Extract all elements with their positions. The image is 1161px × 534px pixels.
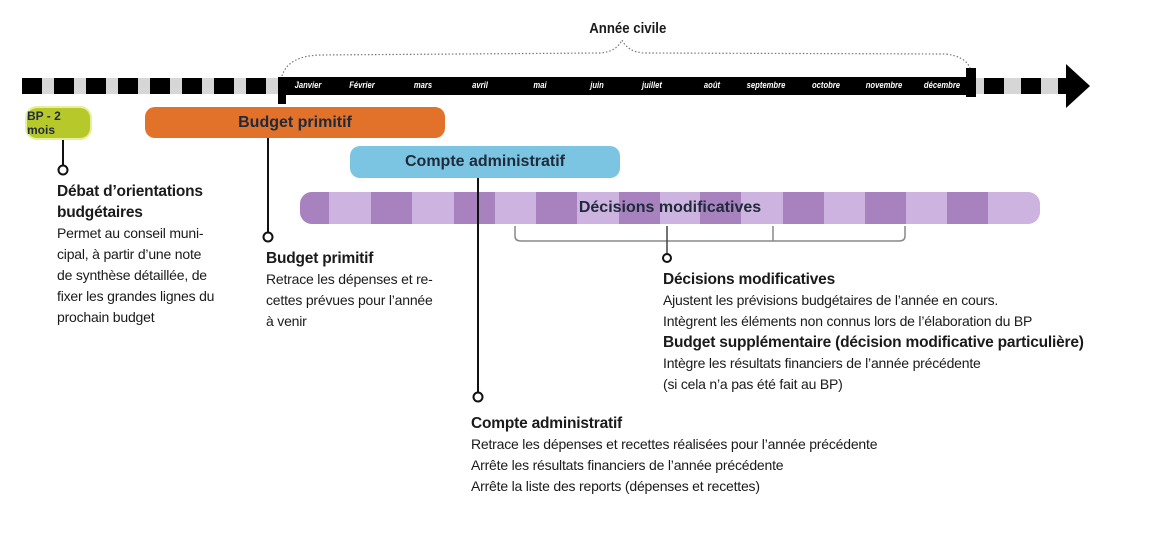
month-label: octobre xyxy=(811,80,841,90)
decisions-title: Décisions modificatives xyxy=(663,271,835,288)
axis-dash xyxy=(246,78,266,94)
axis-dash xyxy=(118,78,138,94)
decisions-marker xyxy=(663,254,671,262)
debat-marker xyxy=(59,166,68,175)
decisions-subline: (si cela n’a pas été fait au BP) xyxy=(663,376,843,392)
axis-dash xyxy=(150,78,170,94)
decisions-bar-segment xyxy=(288,192,329,224)
compte-note xyxy=(471,413,877,497)
year-start-marker xyxy=(278,90,286,104)
decisions-bar-segment xyxy=(947,192,988,224)
budget-primitif-line: à venir xyxy=(266,313,307,329)
month-label: mars xyxy=(413,80,433,90)
budget-primitif-line: Retrace les dépenses et re- xyxy=(266,271,433,287)
month-label: juin xyxy=(590,80,604,90)
decisions-line: Intègrent les éléments non connus lors de l’élaboration du BP xyxy=(663,313,1033,329)
month-label: Février xyxy=(349,80,375,90)
axis-dash xyxy=(54,78,74,94)
budget-primitif-note xyxy=(266,248,433,332)
axis-dash xyxy=(182,78,202,94)
month-label: novembre xyxy=(865,80,903,90)
budget-primitif-line: cettes prévues pour l’année xyxy=(266,292,433,308)
compte-line: Arrête la liste des reports (dépenses et recettes) xyxy=(471,478,760,494)
debat-title-1: Débat d’orientations xyxy=(57,183,203,200)
month-label: mai xyxy=(533,80,547,90)
compte-line: Retrace les dépenses et recettes réalisées pour l’année précédente xyxy=(471,436,878,452)
month-label: août xyxy=(703,80,721,90)
decisions-note xyxy=(663,269,1084,395)
debat-note xyxy=(57,181,214,328)
budget-primitif-pill: Budget primitif xyxy=(145,107,445,138)
axis-dash xyxy=(22,78,42,94)
debat-title-2: budgétaires xyxy=(57,204,143,221)
debat-line: prochain budget xyxy=(57,309,155,325)
calendar-year-brace xyxy=(282,40,970,76)
compte-administratif-pill: Compte administratif xyxy=(350,146,620,178)
compte-title: Compte administratif xyxy=(471,415,623,432)
compte-line: Arrête les résultats financiers de l’année précédente xyxy=(471,457,784,473)
decisions-bar-segment xyxy=(371,192,412,224)
decisions-modificatives-label: Décisions modificatives xyxy=(578,199,762,216)
budget-primitif-marker xyxy=(264,233,273,242)
debat-line: cipal, à partir d’une note xyxy=(57,246,202,262)
compte-administratif-marker xyxy=(474,393,483,402)
debat-line: Permet au conseil muni- xyxy=(57,225,204,241)
month-label: avril xyxy=(472,80,488,90)
month-label: septembre xyxy=(746,80,786,90)
arrow-head-icon xyxy=(1066,64,1090,108)
decisions-bracket xyxy=(515,226,905,241)
month-label: juillet xyxy=(642,80,662,90)
debat-line: de synthèse détaillée, de xyxy=(57,267,207,283)
year-end-marker xyxy=(966,68,976,97)
decisions-subline: Intègre les résultats financiers de l’année précédente xyxy=(663,355,981,371)
budget-supplementaire-title: Budget supplémentaire (décision modificative particulière) xyxy=(663,334,1084,351)
debat-line: fixer les grandes lignes du xyxy=(57,288,215,304)
budget-primitif-title: Budget primitif xyxy=(266,250,374,267)
decisions-bar-segment xyxy=(865,192,906,224)
axis-dash xyxy=(214,78,234,94)
bp-minus-2-months-pill: BP - 2 mois xyxy=(27,108,90,138)
axis-dash xyxy=(86,78,106,94)
decisions-line: Ajustent les prévisions budgétaires de l’année en cours. xyxy=(663,292,999,308)
calendar-year-label: Année civile xyxy=(589,20,667,37)
month-label: Janvier xyxy=(294,80,322,90)
month-label: décembre xyxy=(923,80,961,90)
